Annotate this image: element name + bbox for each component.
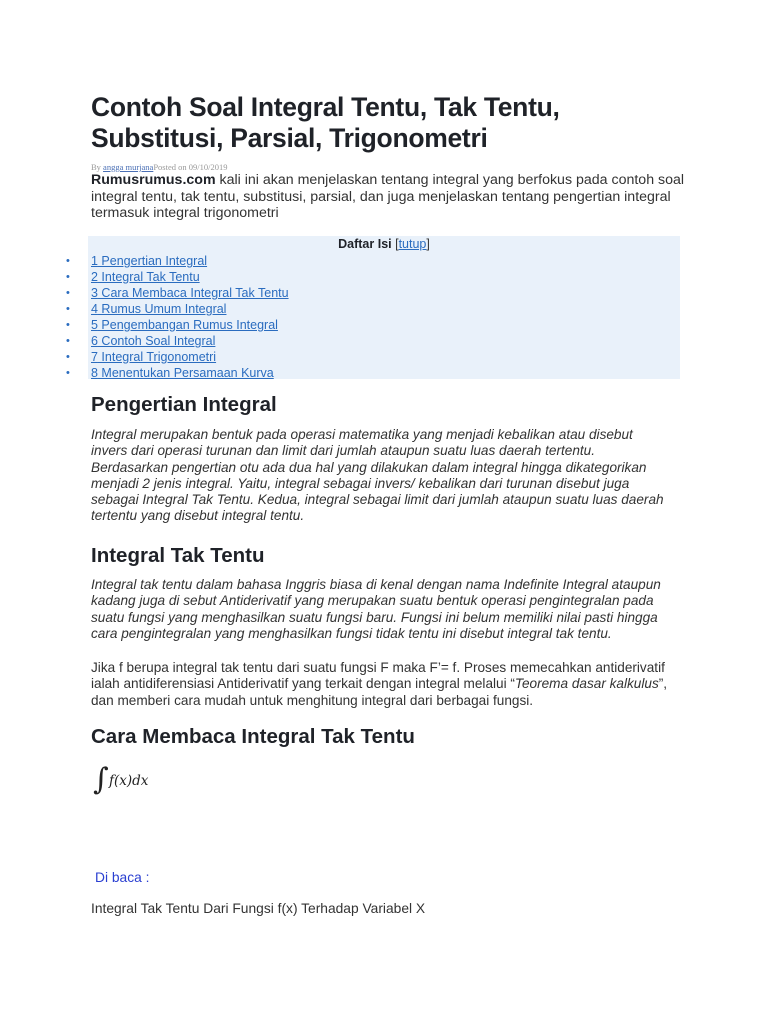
section-heading: Pengertian Integral — [91, 393, 277, 416]
toc-link[interactable] — [91, 269, 200, 285]
bullet-icon: • — [66, 367, 70, 379]
antiderivatif-paragraph — [91, 660, 691, 709]
toc-label: Pengertian Integral — [97, 254, 208, 268]
paragraph-line: suatu fungsi yang menghasilkan suatu fungsi baru. Fungsi ini belum memiliki nilai pasti hingga — [91, 609, 658, 625]
toc-item[interactable] — [66, 333, 388, 349]
toc-label: Integral Tak Tentu — [97, 270, 200, 284]
toc-number: 8 — [91, 366, 98, 380]
paragraph-text: ialah antidiferensiasi Antiderivatif yang terkait dengan integral melalui “ — [91, 676, 515, 692]
toc-link[interactable] — [91, 317, 278, 333]
bullet-icon: • — [66, 335, 70, 347]
paragraph-line: Berdasarkan pengertian otu ada dua hal yang dilakukan dalam integral hingga dikategorikan — [91, 459, 647, 475]
bullet-icon: • — [66, 271, 70, 283]
paragraph-line: invers dari operasi turunan dan limit dari jumlah ataupun suatu luas daerah tertentu. — [91, 443, 596, 459]
article-title-line: Contoh Soal Integral Tentu, Tak Tentu, — [91, 92, 560, 122]
read-as-label: Di baca : — [95, 870, 150, 885]
toc-bracket-close: ] — [426, 237, 430, 251]
tak-tentu-paragraph — [91, 577, 691, 642]
toc-label: Pengembangan Rumus Integral — [97, 318, 278, 332]
paragraph-line: tertentu yang disebut integral tentu. — [91, 508, 305, 524]
toc-link[interactable] — [91, 285, 289, 301]
table-of-contents — [66, 236, 680, 380]
intro-paragraph — [91, 172, 691, 222]
meta-by: By — [91, 162, 104, 172]
toc-item[interactable] — [66, 253, 388, 269]
bullet-icon: • — [66, 319, 70, 331]
intro-line: integral tentu, tak tentu, substitusi, parsial, dan juga menjelaskan tentang pengertian integral — [91, 188, 671, 205]
toc-item[interactable] — [66, 317, 388, 333]
toc-label: Contoh Soal Integral — [97, 334, 216, 348]
paragraph-line: Integral merupakan bentuk pada operasi matematika yang menjadi kebalikan atau disebut — [91, 427, 633, 442]
toc-number: 6 — [91, 334, 98, 348]
author-link[interactable]: angga murjana — [103, 162, 154, 172]
integral-formula — [93, 764, 173, 800]
pengertian-paragraph — [91, 427, 691, 525]
intro-text: kali ini akan menjelaskan tentang integral yang berfokus pada contoh soal — [215, 172, 685, 188]
toc-link[interactable] — [91, 301, 226, 317]
toc-number: 1 — [91, 254, 98, 268]
theorem-name: Teorema dasar kalkulus — [514, 676, 659, 692]
toc-link[interactable] — [91, 349, 216, 365]
section-heading: Integral Tak Tentu — [91, 544, 265, 567]
toc-item[interactable] — [66, 285, 388, 301]
bullet-icon: • — [66, 351, 70, 363]
paragraph-line: sebagai Integral Tak Tentu. Kedua, integral sebagai limit dari jumlah ataupun suatu luas daerah — [91, 492, 664, 508]
toc-item[interactable] — [66, 365, 388, 381]
toc-item[interactable] — [66, 301, 388, 317]
paragraph-line: menjadi 2 jenis integral. Yaitu, integral sebagai invers/ kebalikan dari turunan disebut juga — [91, 475, 630, 491]
paragraph-line: cara pengintegralan yang menghasilkan fungsi tidak tentu ini disebut integral tak tentu. — [91, 625, 612, 641]
post-date: Posted on 09/10/2019 — [153, 162, 228, 172]
bullet-icon: • — [66, 255, 70, 267]
article-title-line: Substitusi, Parsial, Trigonometri — [91, 123, 488, 153]
paragraph-line: kadang juga di sebut Antiderivatif yang merupakan suatu bentuk operasi pengintegralan pada — [91, 593, 654, 609]
intro-line: termasuk integral trigonometri — [91, 205, 279, 222]
intro-line — [91, 172, 691, 189]
toc-label: Integral Trigonometri — [97, 350, 217, 364]
toc-link[interactable] — [91, 253, 207, 269]
bullet-icon: • — [66, 287, 70, 299]
toc-label: Menentukan Persamaan Kurva — [97, 366, 274, 380]
toc-title: Daftar Isi — [338, 237, 392, 251]
toc-number: 2 — [91, 270, 98, 284]
toc-number: 3 — [91, 286, 98, 300]
integral-symbol-icon: ∫ — [93, 762, 109, 797]
toc-link[interactable] — [91, 333, 215, 349]
toc-item[interactable] — [66, 349, 388, 365]
paragraph-line: dan memberi cara mudah untuk menghitung integral dari berbagai fungsi. — [91, 692, 534, 708]
toc-toggle-link[interactable]: tutup — [398, 237, 427, 251]
brand-name: Rumusrumus.com — [91, 172, 216, 188]
formula-expression: f(x)dx — [109, 773, 149, 789]
toc-number: 4 — [91, 302, 98, 316]
paragraph-line — [91, 676, 691, 692]
toc-number: 7 — [91, 350, 98, 364]
toc-bracket-open: [ — [391, 237, 399, 251]
toc-number: 5 — [91, 318, 98, 332]
section-heading: Cara Membaca Integral Tak Tentu — [91, 725, 415, 748]
bullet-icon: • — [66, 303, 70, 315]
toc-label: Cara Membaca Integral Tak Tentu — [97, 286, 289, 300]
toc-link[interactable] — [91, 365, 274, 381]
article-title — [91, 92, 731, 154]
toc-item[interactable] — [66, 269, 388, 285]
paragraph-line: Integral tak tentu dalam bahasa Inggris biasa di kenal dengan nama Indefinite Integral ataupun — [91, 577, 661, 592]
formula-reading: Integral Tak Tentu Dari Fungsi f(x) Terhadap Variabel X — [91, 901, 426, 916]
paragraph-line: Jika f berupa integral tak tentu dari suatu fungsi F maka F’= f. Proses memecahkan antiderivatif — [91, 660, 665, 675]
toc-header — [88, 236, 680, 252]
toc-label: Rumus Umum Integral — [97, 302, 227, 316]
paragraph-text: ”, — [658, 676, 668, 692]
